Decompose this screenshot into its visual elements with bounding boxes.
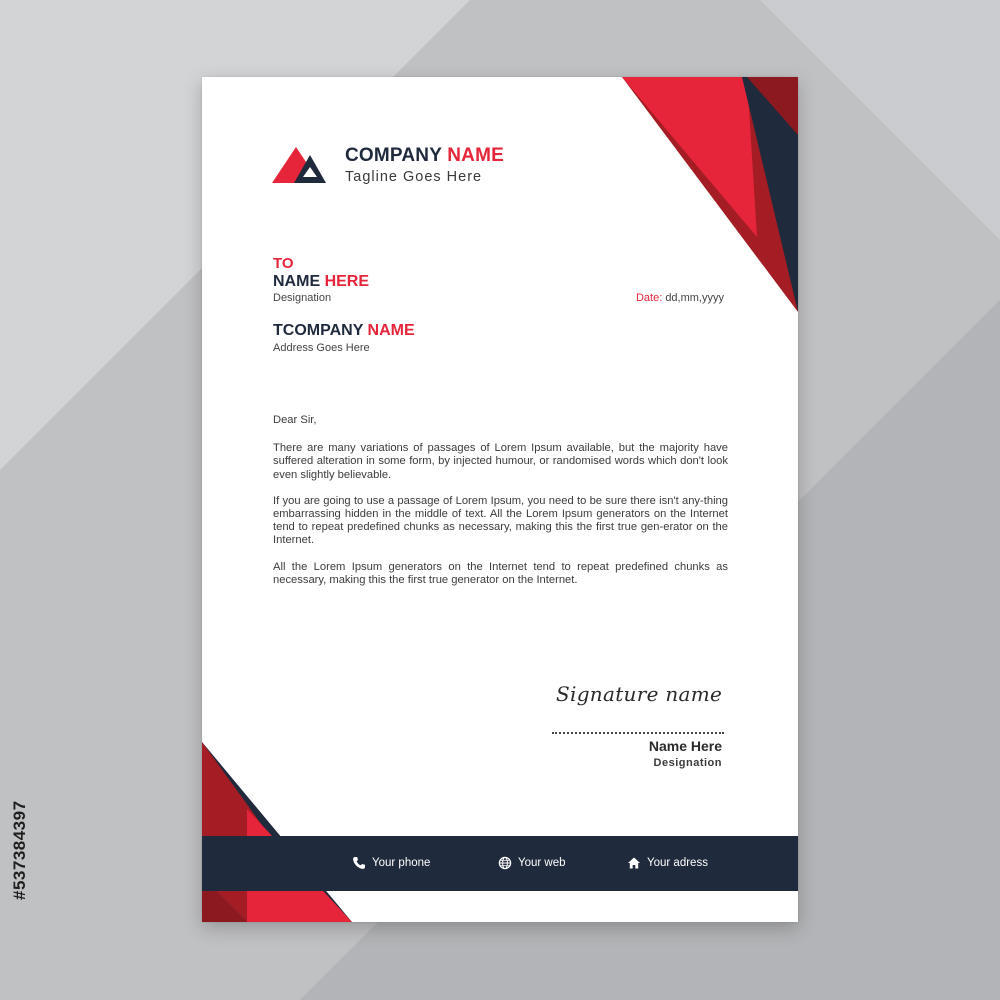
body-paragraph-2: If you are going to use a passage of Lorem Ipsum, you need to be sure there isn't any-thing embarrassing hidden in the middle of text. All the Lorem Ipsum generators on the Internet tend to repeat predefined chunks as necessary, making this the first true gen-erator on the Internet. [273,494,728,547]
stock-id-label [10,880,30,900]
signature-script: Signature name [556,682,723,706]
recipient-name-part2: HERE [324,273,370,290]
recipient-name-part1: NAME [273,273,321,290]
date-value: dd,mm,yyyy [665,292,724,304]
recipient-designation: Designation [273,292,332,304]
signer-designation: Designation [653,757,722,769]
home-icon [627,856,641,870]
recipient-name [273,273,369,291]
company-name-part2: NAME [447,145,504,166]
phone-icon [352,856,366,870]
recipient-company-part2: NAME [367,322,415,339]
body-paragraph-3: All the Lorem Ipsum generators on the Internet tend to repeat predefined chunks as necessary, making this the first true generator on the Internet. [273,560,728,586]
to-label: TO [273,255,294,272]
recipient-company-part1: TCOMPANY [273,322,364,339]
footer-bar [202,836,798,891]
company-name [345,145,504,167]
contact-phone [352,856,430,870]
company-name-part1: COMPANY [345,145,442,166]
date-label: Date: [635,292,663,304]
signature-line [552,732,724,734]
recipient-company [273,322,415,340]
contact-web-label: Your web [518,857,566,869]
contact-address [627,856,708,870]
contact-phone-label: Your phone [372,857,431,869]
body-paragraph-1: There are many variations of passages of Lorem Ipsum available, but the majority have suffered alteration in some form, by injected humour, or randomised words which don't look even slightly believable. [273,442,728,481]
tagline: Tagline Goes Here [345,169,483,185]
letter-body [273,414,728,600]
date-line [636,292,724,304]
contact-address-label: Your adress [647,857,708,869]
recipient-address: Address Goes Here [273,342,370,354]
greeting: Dear Sir, [273,414,317,426]
signer-name: Name Here [648,738,722,754]
contact-web [498,856,566,870]
globe-icon [498,856,512,870]
mountain-triangle-logo-icon [272,147,338,183]
letterhead-sheet [202,77,798,922]
